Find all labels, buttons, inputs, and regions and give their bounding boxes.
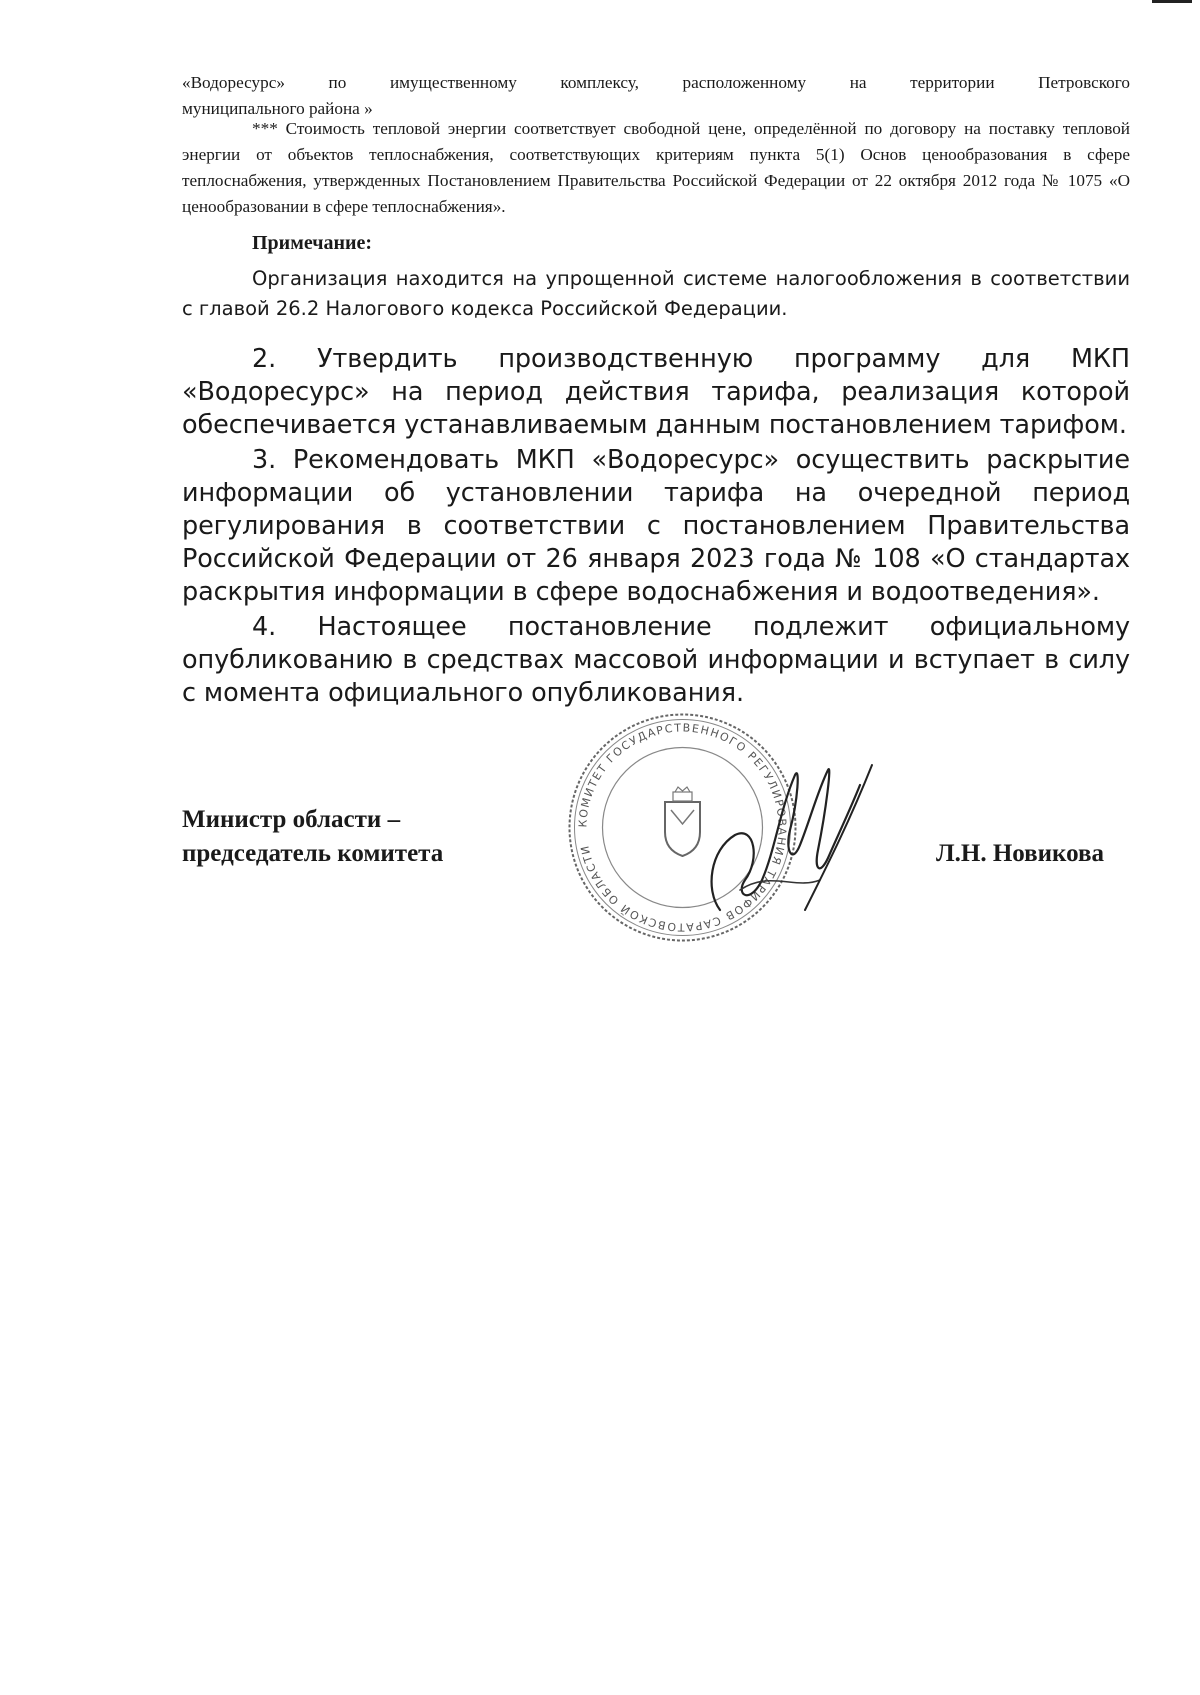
note-title: Примечание: — [252, 232, 373, 254]
footnote-continuation-line1: «Водоресурс» по имущественному комплексу, расположенному на территории Петровского — [182, 73, 1130, 92]
seal-outer-text: КОМИТЕТ ГОСУДАРСТВЕННОГО РЕГУЛИРОВАНИЯ ТАРИФОВ САРАТОВСКОЙ ОБЛАСТИ — [576, 721, 789, 934]
coat-of-arms-icon — [665, 787, 700, 856]
signatory-title — [182, 803, 443, 871]
handwritten-signature — [700, 740, 880, 940]
note-text: Организация находится на упрощенной системе налогообложения в соответствии с главой 26.2 Налогового кодекса Российской Федерации. — [182, 267, 1130, 320]
signatory-title-line2: председатель комитета — [182, 840, 444, 867]
paragraph-4: 4. Настоящее постановление подлежит официальному опубликованию в средствах массовой информации и вступает в силу с момента официального опубликования. — [182, 612, 1130, 708]
paragraph-3: 3. Рекомендовать МКП «Водоресурс» осуществить раскрытие информации об установлении тарифа на очередной период регулирования в соответствии с постановлением Правительства Российской Федерации от 26 января 2023 года № 108 «О стандартах раскрытия информации в сфере водоснабжения и водоотведения». — [182, 445, 1130, 607]
signatory-title-line1: Министр области – — [182, 806, 401, 833]
paragraph-2: 2. Утвердить производственную программу для МКП «Водоресурс» на период действия тарифа, реализация которой обеспечивается устанавливаемым данным постановлением тарифом. — [182, 344, 1130, 440]
footnote-continuation-line2: муниципального района » — [182, 99, 373, 118]
footnote-continuation — [182, 70, 1130, 122]
corner-mark — [1152, 0, 1192, 3]
footnote-triple-asterisk: *** Стоимость тепловой энергии соответствует свободной цене, определённой по договору на поставку тепловой энергии от объектов теплоснабжения, соответствующих критериям пункта 5(1) Основ ценообразования в сфере теплоснабжения, утвержденных Постановлением Правительства Российской Федерации от 22 октября 2012 года № 1075 «О ценообразовании в сфере теплоснабжения». — [182, 119, 1130, 216]
signatory-name: Л.Н. Новикова — [936, 840, 1105, 867]
